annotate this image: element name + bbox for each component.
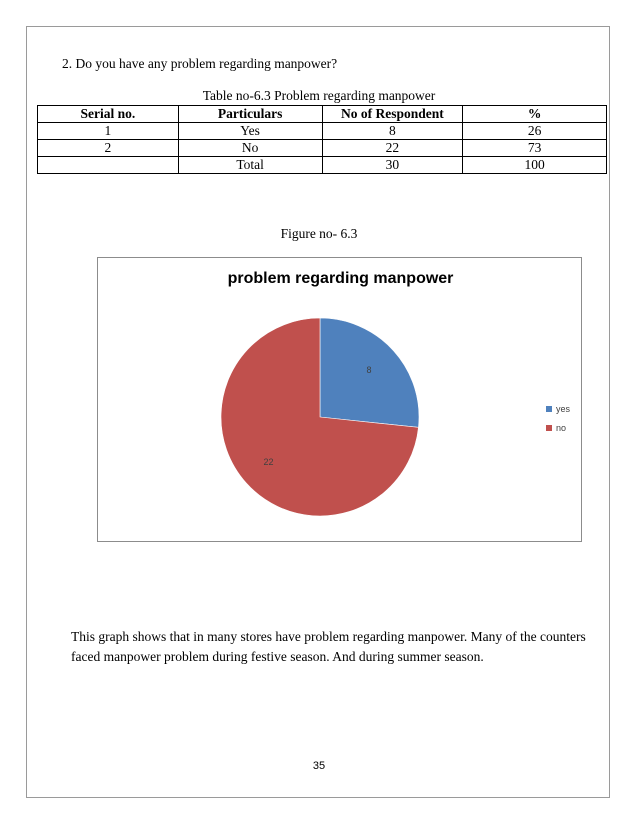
table-row <box>38 140 607 157</box>
cell-percent: 73 <box>463 140 607 157</box>
legend-swatch-yes <box>546 406 552 412</box>
chart-title: problem regarding manpower <box>227 270 454 287</box>
header-percent: % <box>463 106 607 123</box>
chart-legend <box>546 402 570 440</box>
slice-label-yes: 8 <box>366 364 372 375</box>
slice-label-no: 22 <box>263 457 274 468</box>
table-header-row <box>38 106 607 123</box>
summary-paragraph: This graph shows that in many stores have problem regarding manpower. Many of the counters faced manpower problem during festive season. And during summer season. <box>71 629 586 664</box>
table-row <box>38 123 607 140</box>
table-caption: Table no-6.3 Problem regarding manpower <box>202 88 436 103</box>
cell-percent: 26 <box>463 123 607 140</box>
figure-caption: Figure no- 6.3 <box>280 226 358 241</box>
cell-respondents: 22 <box>322 140 463 157</box>
pie-svg <box>98 258 583 543</box>
legend-label-no: no <box>556 422 567 433</box>
pie-chart <box>97 257 582 542</box>
cell-percent: 100 <box>463 157 607 174</box>
legend-swatch-no <box>546 425 552 431</box>
page-number: 35 <box>312 760 326 772</box>
cell-serial <box>38 157 179 174</box>
cell-particulars: Yes <box>178 123 322 140</box>
data-table <box>37 105 607 174</box>
cell-respondents: 30 <box>322 157 463 174</box>
cell-serial: 2 <box>38 140 179 157</box>
question-text: 2. Do you have any problem regarding manpower? <box>62 56 338 71</box>
header-particulars: Particulars <box>178 106 322 123</box>
cell-particulars: Total <box>178 157 322 174</box>
header-serial: Serial no. <box>38 106 179 123</box>
cell-particulars: No <box>178 140 322 157</box>
legend-item-yes <box>546 402 570 415</box>
legend-item-no <box>546 421 570 434</box>
cell-respondents: 8 <box>322 123 463 140</box>
header-respondents: No of Respondent <box>322 106 463 123</box>
legend-label-yes: yes <box>556 403 571 414</box>
cell-serial: 1 <box>38 123 179 140</box>
table-row-total <box>38 157 607 174</box>
